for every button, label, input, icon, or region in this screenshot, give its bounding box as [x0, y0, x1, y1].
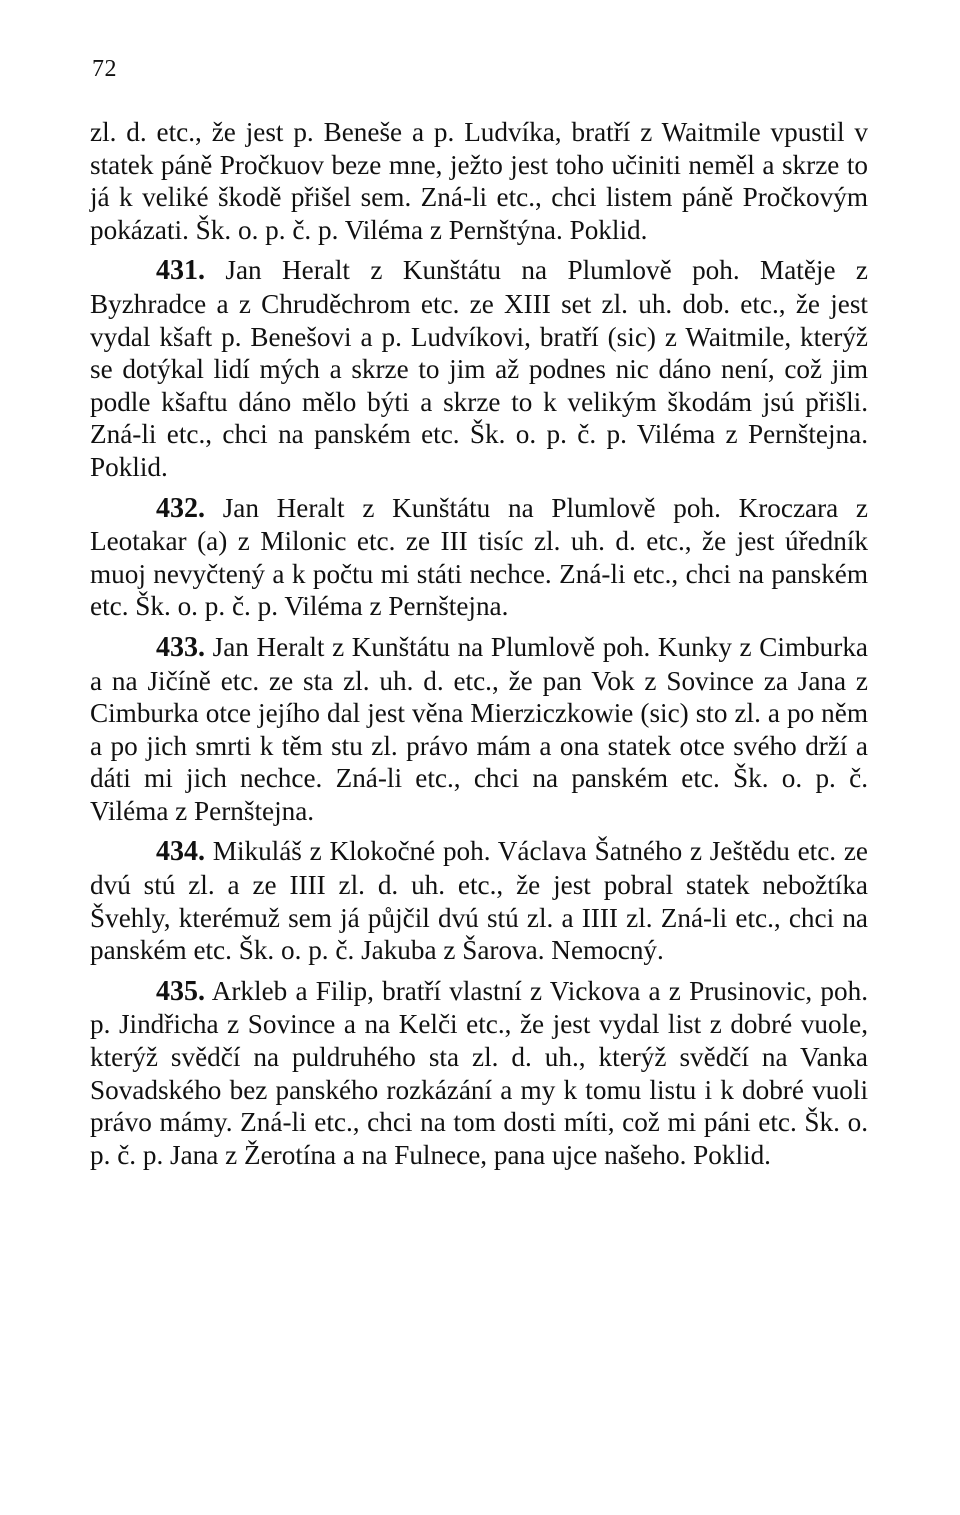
paragraph-text: zl. d. etc., že jest p. Beneše a p. Ludvíka, bratří z Waitmile vpustil v statek páně Pročkuov beze mne, ježto jest toho učiniti neměl a skrze to já k veliké škodě přišel sem. Zná-li etc., chci listem páně Pročkovým pokázati. Šk. o. p. č. p. Viléma z Pernštýna. Poklid.: [90, 117, 868, 245]
entry-434: [90, 835, 868, 966]
entry-number: 434.: [156, 836, 205, 868]
entry-432: [90, 492, 868, 623]
body-text: [90, 116, 868, 1171]
entry-433: [90, 631, 868, 828]
entry-text: Arkleb a Filip, bratří vlastní z Vickova a z Prusinovic, poh. p. Jindřicha z Sovince a na Kelči etc., že jest vydal list z dobré vuole, kterýž svědčí na puldruhého sta zl. d. uh., kterýž svědčí na Vanka Sovadského bez panského rozkázání a my k tomu listu i k dobré vuoli právo mámy. Zná-li etc., chci na tom dosti míti, což mi páni etc. Šk. o. p. č. p. Jana z Žerotína a na Fulnece, pana ujce našeho. Poklid.: [90, 975, 868, 1170]
paragraph-continuation: [90, 116, 868, 246]
entry-text: Jan Heralt z Kunštátu na Plumlově poh. Matěje z Byzhradce a z Chruděchrom etc. ze XIII set zl. uh. dob. etc., že jest vydal kšaft p. Benešovi a p. Ludvíkovi, bratří (sic) z Waitmile, kterýž se dotýkal lidí mých a skrze to jim až podnes nic dáno není, což jim podle kšaftu dáno mělo býti a skrze to k velikým škodám jsú přišli. Zná-li etc., chci na panském etc. Šk. o. p. č. p. Viléma z Pernštejna. Poklid.: [90, 255, 868, 482]
entry-number: 433.: [156, 631, 205, 663]
entry-number: 435.: [156, 975, 205, 1007]
entry-text: Mikuláš z Klokočné poh. Václava Šatného z Ještědu etc. ze dvú stú zl. a ze IIII zl. d. uh. etc., že jest pobral statek nebožtíka Švehly, kterémuž sem já půjčil dvú stú zl. a IIII zl. Zná-li etc., chci na panském etc. Šk. o. p. č. Jakuba z Šarova. Nemocný.: [90, 836, 868, 966]
entry-number: 432.: [156, 492, 205, 524]
page-number: 72: [92, 56, 117, 82]
entry-number: 431.: [156, 255, 205, 287]
entry-435: [90, 975, 868, 1172]
entry-text: Jan Heralt z Kunštátu na Plumlově poh. Kroczara z Leotakar (a) z Milonic etc. ze III tisíc zl. uh. d. etc., že jest úředník muoj nevyčtený a k počtu mi státi nechce. Zná-li etc., chci na panském etc. Šk. o. p. č. p. Viléma z Pernštejna.: [90, 492, 868, 622]
entry-text: Jan Heralt z Kunštátu na Plumlově poh. Kunky z Cimburka a na Jičíně etc. ze sta zl. uh. d. etc., že pan Vok z Sovince za Jana z Cimburka otce jejího dal jest věna Mierziczkowie (sic) sto zl. a po něm a po jich smrti k těm stu zl. právo mám a ona statek otce svého drží a dáti mi jich nechce. Zná-li etc., chci na panském etc. Šk. o. p. č. Viléma z Pernštejna.: [90, 631, 868, 826]
entry-431: [90, 254, 868, 483]
